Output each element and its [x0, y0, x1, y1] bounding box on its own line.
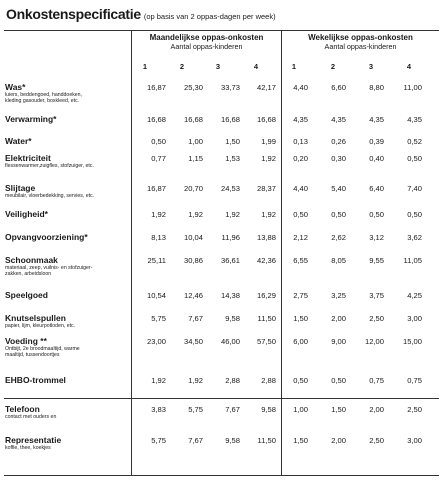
monthly-cell: 1,92: [151, 376, 166, 385]
row-sublabel: kleding gasouder, boxkleed, etc.: [5, 98, 80, 104]
weekly-cell: 2,12: [293, 233, 308, 242]
title-text: Onkostenspecificatie: [6, 6, 141, 22]
monthly-cell: 42,17: [256, 83, 276, 92]
monthly-cell: 5,75: [188, 405, 203, 414]
monthly-cell: 13,88: [256, 233, 276, 242]
weekly-cell: 4,40: [293, 83, 308, 92]
monthly-cell: 7,67: [225, 405, 240, 414]
weekly-cell: 7,40: [407, 184, 422, 193]
row-label: Water*: [5, 136, 32, 146]
weekly-cell: 0,50: [331, 376, 346, 385]
title-subtitle: (op basis van 2 oppas-dagen per week): [143, 12, 276, 21]
weekly-cell: 2,50: [407, 405, 422, 414]
row-label: Elektriciteit: [5, 153, 51, 163]
weekly-cell: 4,35: [369, 115, 384, 124]
monthly-cell: 0,77: [151, 154, 166, 163]
monthly-cell: 9,58: [261, 405, 276, 414]
monthly-cell: 25,11: [147, 256, 166, 265]
monthly-cell: 11,50: [257, 314, 276, 323]
monthly-cell: 1,92: [151, 210, 166, 219]
row-label: Veiligheid*: [5, 209, 48, 219]
monthly-cell: 33,73: [220, 83, 240, 92]
row-sublabel: koffie, thee, koekjes: [5, 445, 51, 451]
row-label: Verwarming*: [5, 114, 57, 124]
weekly-cell: 3,62: [407, 233, 422, 242]
row-label: Knutselspullen: [5, 313, 66, 323]
monthly-cell: 1,92: [261, 154, 276, 163]
weekly-cell: 8,80: [369, 83, 384, 92]
monthly-cell: 1,99: [261, 137, 276, 146]
monthly-cell: 16,68: [183, 115, 203, 124]
monthly-cell: 14,38: [220, 291, 240, 300]
section-divider-rule: [4, 398, 439, 399]
page-title: [6, 6, 276, 22]
row-sublabel: contact met ouders en: [5, 414, 57, 420]
row-sublabel: meubilair, vloerbedekking, servies, etc.: [5, 193, 95, 199]
monthly-cell: 2,88: [225, 376, 240, 385]
weekly-cell: 0,50: [407, 210, 422, 219]
row-label: Representatie: [5, 435, 62, 445]
weekly-cell: 6,55: [293, 256, 308, 265]
weekly-cell: 4,40: [293, 184, 308, 193]
weekly-cell: 8,05: [331, 256, 346, 265]
weekly-cell: 2,00: [331, 314, 346, 323]
row-label: EHBO-trommel: [5, 375, 66, 385]
weekly-cell: 5,40: [331, 184, 346, 193]
table-top-rule: [4, 30, 439, 31]
weekly-cell: 0,50: [331, 210, 346, 219]
row-sublabel: materiaal, zeep, vuilnis- en stofzuiger-: [5, 265, 93, 271]
weekly-cell: 3,25: [331, 291, 346, 300]
monthly-cell: 16,68: [220, 115, 240, 124]
weekly-cell: 2,00: [369, 405, 384, 414]
monthly-cell: 46,00: [220, 337, 240, 346]
monthly-cell: 5,75: [151, 436, 166, 445]
weekly-cell: 0,75: [369, 376, 384, 385]
weekly-cell: 4,35: [293, 115, 308, 124]
weekly-cell: 1,50: [293, 314, 308, 323]
weekly-cell: 2,00: [331, 436, 346, 445]
monthly-cell: 2,88: [261, 376, 276, 385]
weekly-cell: 0,20: [293, 154, 308, 163]
row-sublabel: zakken, arbeidsloon: [5, 271, 52, 277]
weekly-cell: 0,40: [369, 154, 384, 163]
monthly-cell: 1,53: [225, 154, 240, 163]
weekly-header: [282, 33, 439, 51]
monthly-cell: 0,50: [151, 137, 166, 146]
weekly-cell: 1,00: [293, 405, 308, 414]
weekly-cell: 4,25: [407, 291, 422, 300]
monthly-cell: 5,75: [151, 314, 166, 323]
monthly-cell: 1,92: [188, 376, 203, 385]
weekly-cell: 4,35: [407, 115, 422, 124]
weekly-cell: 1,50: [293, 436, 308, 445]
table-bottom-rule: [4, 475, 439, 476]
monthly-cell: 1,00: [188, 137, 203, 146]
monthly-col-2: 2: [179, 62, 185, 71]
monthly-cell: 16,29: [256, 291, 276, 300]
row-sublabel: Ontbijt, 2e broodmaaltijd, warme: [5, 346, 80, 352]
weekly-cell: 2,62: [331, 233, 346, 242]
row-sublabel: flessenwarmer,zuigfles, stofzuiger, etc.: [5, 163, 94, 169]
monthly-cell: 1,92: [225, 210, 240, 219]
weekly-cell: 11,05: [403, 256, 422, 265]
weekly-cell: 6,00: [293, 337, 308, 346]
monthly-cell: 8,13: [151, 233, 166, 242]
monthly-header-title: Maandelijkse oppas-onkosten: [149, 33, 264, 42]
row-label: Schoonmaak: [5, 255, 58, 265]
weekly-cell: 4,35: [331, 115, 346, 124]
weekly-cell: 3,00: [407, 436, 422, 445]
monthly-cell: 25,30: [183, 83, 203, 92]
weekly-cell: 0,50: [293, 210, 308, 219]
monthly-cell: 42,36: [256, 256, 276, 265]
weekly-cell: 0,52: [407, 137, 422, 146]
weekly-cell: 2,50: [369, 436, 384, 445]
monthly-cell: 16,87: [146, 184, 166, 193]
monthly-cell: 1,92: [188, 210, 203, 219]
weekly-col-1: 1: [291, 62, 297, 71]
monthly-cell: 9,58: [225, 314, 240, 323]
monthly-col-4: 4: [253, 62, 259, 71]
weekly-cell: 1,50: [331, 405, 346, 414]
monthly-cell: 20,70: [183, 184, 203, 193]
weekly-cell: 15,00: [402, 337, 422, 346]
weekly-col-4: 4: [406, 62, 412, 71]
row-sublabel: maaltijd, tussendoortjes: [5, 352, 60, 358]
weekly-cell: 12,00: [364, 337, 384, 346]
monthly-col-3: 3: [215, 62, 221, 71]
monthly-header-sub: Aantal oppas-kinderen: [170, 42, 243, 51]
row-label: Slijtage: [5, 183, 36, 193]
monthly-cell: 11,50: [257, 436, 276, 445]
monthly-cell: 1,15: [188, 154, 203, 163]
monthly-cell: 7,67: [188, 436, 203, 445]
monthly-cell: 36,61: [220, 256, 240, 265]
monthly-cell: 7,67: [188, 314, 203, 323]
weekly-cell: 6,40: [369, 184, 384, 193]
weekly-cell: 3,12: [369, 233, 384, 242]
row-label: Opvangvoorziening*: [5, 232, 88, 242]
monthly-cell: 24,53: [220, 184, 240, 193]
weekly-cell: 3,75: [369, 291, 384, 300]
monthly-cell: 34,50: [183, 337, 203, 346]
row-label: Was*: [5, 82, 26, 92]
monthly-cell: 16,68: [146, 115, 166, 124]
weekly-cell: 0,30: [331, 154, 346, 163]
monthly-cell: 16,68: [256, 115, 276, 124]
weekly-cell: 0,50: [407, 154, 422, 163]
weekly-cell: 0,26: [331, 137, 346, 146]
weekly-col-3: 3: [368, 62, 374, 71]
monthly-cell: 28,37: [256, 184, 276, 193]
weekly-cell: 0,39: [369, 137, 384, 146]
row-label: Speelgoed: [5, 290, 48, 300]
monthly-header: [132, 33, 281, 51]
monthly-col-1: 1: [142, 62, 148, 71]
monthly-cell: 1,50: [225, 137, 240, 146]
weekly-cell: 0,50: [293, 376, 308, 385]
weekly-cell: 11,00: [403, 83, 422, 92]
monthly-cell: 10,04: [183, 233, 203, 242]
row-sublabel: luiers, beddengoed, handdoeken,: [5, 92, 83, 98]
monthly-cell: 11,96: [221, 233, 240, 242]
weekly-cell: 9,55: [369, 256, 384, 265]
monthly-cell: 16,87: [146, 83, 166, 92]
monthly-cell: 9,58: [225, 436, 240, 445]
weekly-cell: 0,75: [407, 376, 422, 385]
row-label: Telefoon: [5, 404, 40, 414]
weekly-cell: 3,00: [407, 314, 422, 323]
weekly-cell: 0,13: [293, 137, 308, 146]
weekly-header-sub: Aantal oppas-kinderen: [324, 42, 397, 51]
weekly-cell: 2,75: [293, 291, 308, 300]
monthly-cell: 3,83: [151, 405, 166, 414]
monthly-cell: 1,92: [261, 210, 276, 219]
monthly-cell: 23,00: [146, 337, 166, 346]
monthly-cell: 30,86: [183, 256, 203, 265]
weekly-header-title: Wekelijkse oppas-onkosten: [308, 33, 413, 42]
weekly-cell: 0,50: [369, 210, 384, 219]
weekly-cell: 9,00: [331, 337, 346, 346]
weekly-cell: 6,60: [331, 83, 346, 92]
row-sublabel: papier, lijm, kleurpotloden, etc.: [5, 323, 76, 329]
monthly-cell: 12,46: [183, 291, 203, 300]
weekly-col-2: 2: [330, 62, 336, 71]
weekly-cell: 2,50: [369, 314, 384, 323]
monthly-cell: 57,50: [256, 337, 276, 346]
monthly-cell: 10,54: [146, 291, 166, 300]
row-label: Voeding **: [5, 336, 47, 346]
